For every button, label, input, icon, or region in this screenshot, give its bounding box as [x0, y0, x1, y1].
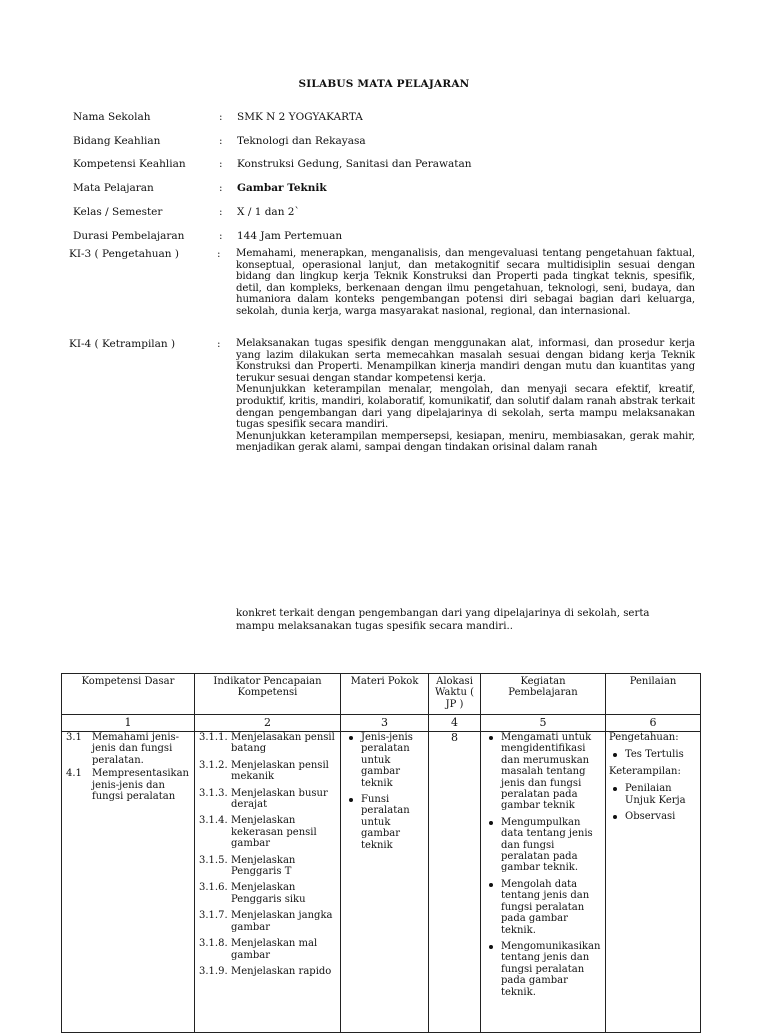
indikator-text: Menjelasakan pensil batang — [231, 732, 335, 755]
ki4-label: KI-4 ( Ketrampilan ) — [69, 338, 176, 350]
ki4-paragraph: Melaksanakan tugas spesifik dengan menggunakan alat, informasi, dan prosedur kerja yang lazim dilakukan serta memecahkan masalah sesuai dengan bidang kerja Teknik Konstruksi dan Properti. Menampilkan kinerja mandiri dengan mutu dan kuantitas yang terukur sesuai dengan standar kompetensi kerja. — [236, 338, 695, 384]
kd-item — [66, 732, 194, 766]
indikator-item — [199, 815, 340, 849]
indikator-item — [199, 732, 340, 755]
identity-label: Nama Sekolah — [73, 111, 151, 123]
identity-colon: : — [219, 182, 223, 194]
penilaian-keterampilan-label: Keterampilan: — [609, 765, 681, 777]
identity-colon: : — [219, 206, 223, 218]
ki4-continuation-line: mampu melaksanakan tugas spesifik secara mandiri.. — [236, 620, 513, 632]
identity-colon: : — [219, 111, 223, 123]
ki3-paragraph: Memahami, menerapkan, menganalisis, dan mengevaluasi tentang pengetahuan faktual, konseptual, operasional lanjut, dan metakognitif secara multidisiplin sesuai dengan bidang dan lingkup kerja Teknik Konstruksi dan Properti pada tingkat teknis, spesifik, detil, dan kompleks, berkenaan dengan ilmu pengetahuan, teknologi, seni, budaya, dan humaniora dalam konteks pengembangan potensi diri sebagai bagian dari keluarga, sekolah, dunia kerja, warga masyarakat nasional, regional, dan internasional. — [236, 248, 695, 317]
column-number: 6 — [606, 715, 701, 732]
table-header-row — [62, 674, 701, 715]
penilaian-item: Tes Tertulis — [609, 749, 697, 760]
document-title: SILABUS MATA PELAJARAN — [298, 78, 470, 90]
identity-label: Durasi Pembelajaran — [73, 230, 185, 242]
ki3-text — [236, 248, 695, 318]
indikator-item — [199, 910, 340, 933]
materi-item: Jenis-jenis peralatan untuk gambar teknik — [345, 732, 424, 789]
kd-cell — [62, 732, 195, 1033]
column-number: 5 — [481, 715, 606, 732]
kd-text: Mempresentasikan jenis-jenis dan fungsi peralatan — [92, 768, 190, 803]
indikator-text: Menjelaskan pensil mekanik — [231, 759, 329, 783]
indikator-number: 3.1.1. — [199, 732, 228, 743]
syllabus-table — [61, 673, 701, 1033]
header-penilaian: Penilaian — [606, 674, 701, 715]
indikator-text: Menjelaskan rapido — [231, 965, 332, 977]
column-number: 3 — [341, 715, 429, 732]
indikator-text: Menjelaskan Penggaris T — [231, 854, 296, 878]
kd-text: Memahami jenis-jenis dan fungsi peralatan. — [92, 732, 180, 766]
identity-value: 144 Jam Pertemuan — [237, 230, 343, 242]
ki4-text — [236, 338, 695, 454]
indikator-item — [199, 788, 340, 811]
indikator-number: 3.1.2. — [199, 759, 228, 771]
ki4-colon: : — [217, 338, 221, 350]
indikator-item — [199, 966, 340, 977]
ki4-paragraph: Menunjukkan keterampilan menalar, mengolah, dan menyaji secara efektif, kreatif, produktif, kritis, mandiri, kolaboratif, komunikatif, dan solutif dalam ranah abstrak terkait dengan pengembangan dari yang dipelajarinya di sekolah, serta mampu melaksanakan tugas spesifik secara mandiri. — [236, 384, 695, 431]
indikator-number: 3.1.7. — [199, 910, 228, 922]
indikator-item — [199, 855, 340, 878]
kegiatan-cell — [481, 732, 606, 1033]
header-alokasi-waktu: Alokasi Waktu ( JP ) — [429, 674, 481, 715]
indikator-item — [199, 882, 340, 905]
kegiatan-item: Mengolah data tentang jenis dan fungsi peralatan pada gambar teknik. — [485, 879, 601, 936]
materi-item: Funsi peralatan untuk gambar teknik — [345, 794, 424, 851]
identity-label: Mata Pelajaran — [73, 182, 154, 194]
header-kompetensi-dasar: Kompetensi Dasar — [62, 674, 195, 715]
indikator-text: Menjelaskan kekerasan pensil gambar — [231, 815, 317, 850]
ki4-continuation-line: konkret terkait dengan pengembangan dari yang dipelajarinya di sekolah, serta — [236, 608, 650, 619]
penilaian-item: Observasi — [609, 811, 697, 822]
indikator-text: Menjelaskan jangka gambar — [231, 910, 333, 933]
materi-cell — [341, 732, 429, 1033]
identity-colon: : — [219, 135, 223, 147]
indikator-number: 3.1.4. — [199, 815, 228, 827]
column-number: 2 — [195, 715, 341, 732]
kd-number: 4.1 — [66, 768, 82, 780]
ki4-paragraph: Menunjukkan keterampilan mempersepsi, kesiapan, meniru, membiasakan, gerak mahir, menjadikan gerak alami, sampai dengan tindakan orisinal dalam ranah — [236, 430, 695, 454]
penilaian-item: Penilaian Unjuk Kerja — [609, 783, 697, 806]
identity-colon: : — [219, 158, 223, 170]
kegiatan-item: Mengamati untuk mengidentifikasi dan merumuskan masalah tentang jenis dan fungsi peralatan pada gambar teknik — [485, 732, 601, 812]
header-kegiatan: Kegiatan Pembelajaran — [481, 674, 606, 715]
indikator-text: Menjelaskan mal gambar — [231, 938, 318, 961]
alokasi-cell: 8 — [429, 732, 481, 1033]
identity-label: Kelas / Semester — [73, 206, 163, 218]
indikator-cell — [195, 732, 341, 1033]
column-number: 4 — [429, 715, 481, 732]
identity-colon: : — [219, 230, 223, 242]
table-row — [62, 732, 701, 1033]
kd-item — [66, 768, 194, 802]
indikator-text: Menjelaskan Penggaris siku — [231, 882, 306, 905]
identity-value: Konstruksi Gedung, Sanitasi dan Perawatan — [237, 158, 472, 170]
identity-value: SMK N 2 YOGYAKARTA — [237, 111, 363, 123]
penilaian-pengetahuan-label: Pengetahuan: — [609, 732, 679, 743]
indikator-number: 3.1.5. — [199, 854, 228, 866]
kegiatan-item: Mengumpulkan data tentang jenis dan fungsi peralatan pada gambar teknik. — [485, 817, 601, 874]
indikator-number: 3.1.8. — [199, 938, 228, 950]
indikator-item — [199, 760, 340, 783]
kd-number: 3.1 — [66, 732, 82, 743]
header-materi-pokok: Materi Pokok — [341, 674, 429, 715]
ki3-label: KI-3 ( Pengetahuan ) — [69, 248, 179, 260]
table-number-row — [62, 715, 701, 732]
ki3-colon: : — [217, 248, 221, 260]
indikator-number: 3.1.6. — [199, 882, 228, 894]
identity-value: Teknologi dan Rekayasa — [237, 135, 366, 147]
column-number: 1 — [62, 715, 195, 732]
ki4-continuation — [236, 608, 695, 633]
identity-label: Kompetensi Keahlian — [73, 158, 186, 170]
identity-value: Gambar Teknik — [237, 182, 327, 194]
indikator-number: 3.1.9. — [199, 965, 228, 977]
kegiatan-item: Mengomunikasikan tentang jenis dan fungsi peralatan pada gambar teknik. — [485, 941, 601, 998]
penilaian-cell — [606, 732, 701, 1033]
indikator-number: 3.1.3. — [199, 787, 228, 799]
indikator-text: Menjelaskan busur derajat — [231, 787, 328, 811]
identity-value: X / 1 dan 2` — [237, 206, 300, 218]
identity-label: Bidang Keahlian — [73, 135, 161, 147]
indikator-item — [199, 938, 340, 961]
header-indikator: Indikator Pencapaian Kompetensi — [195, 674, 341, 715]
